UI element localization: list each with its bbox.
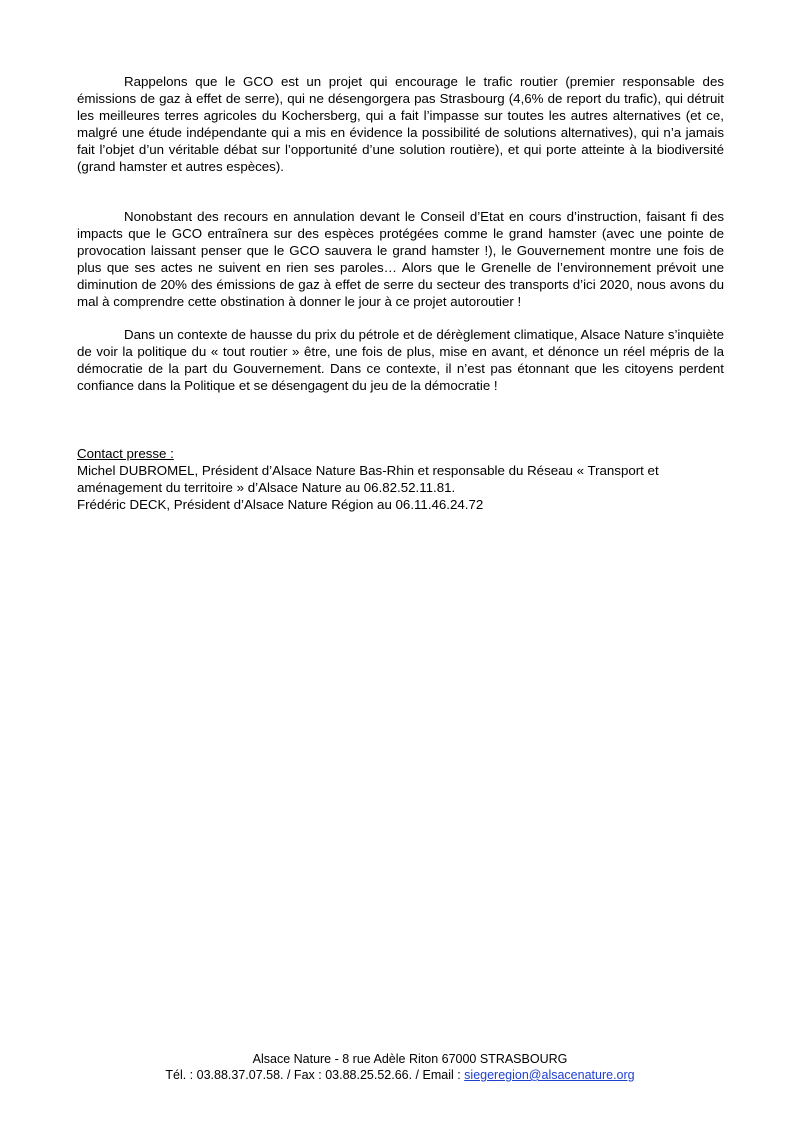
body-paragraph: Rappelons que le GCO est un projet qui encourage le trafic routier (premier responsable des émissions de gaz à effet de serre), qui ne désengorgera pas Strasbourg (4,6% de report du trafic), qui détruit les meilleures terres agricoles du Kochersberg, qui a fait l’impasse sur toutes les autres alternatives (et ce, malgré une étude indépendante qui a mis en évidence la possibilité de solutions alternatives), qui n’a jamais fait l’objet d’un véritable débat sur l’opportunité d’une solution routière), et qui porte atteinte à la biodiversité (grand hamster et autres espèces). — [77, 74, 724, 174]
body-paragraph-3-block — [77, 327, 724, 395]
footer-address: Alsace Nature - 8 rue Adèle Riton 67000 STRASBOURG — [252, 1052, 568, 1066]
contact-line: aménagement du territoire » d’Alsace Nature au 06.82.52.11.81. — [77, 479, 456, 495]
press-contact-block — [77, 446, 737, 514]
page-footer — [0, 1051, 800, 1083]
body-paragraph-2-block — [77, 209, 724, 310]
contact-heading: Contact presse : — [77, 446, 174, 461]
body-paragraph-1-block — [77, 74, 724, 175]
contact-line: Frédéric DECK, Président d’Alsace Nature Région au 06.11.46.24.72 — [77, 496, 484, 512]
contact-line: Michel DUBROMEL, Président d’Alsace Nature Bas-Rhin et responsable du Réseau « Transport et — [77, 462, 659, 478]
footer-contact-line — [0, 1067, 800, 1083]
email-link[interactable]: siegeregion@alsacenature.org — [464, 1068, 635, 1082]
footer-phones: Tél. : 03.88.37.07.58. / Fax : 03.88.25.52.66. / Email : — [165, 1068, 465, 1082]
body-paragraph: Nonobstant des recours en annulation devant le Conseil d’Etat en cours d’instruction, faisant fi des impacts que le GCO entraînera sur des espèces protégées comme le grand hamster (avec une pointe de provocation laissant penser que le GCO sauvera le grand hamster !), le Gouvernement montre une fois de plus que ses actes ne suivent en rien ses paroles… Alors que le Grenelle de l’environnement prévoit une diminution de 20% des émissions de gaz à effet de serre du secteur des transports d’ici 2020, nous avons du mal à comprendre cette obstination à donner le jour à ce projet autoroutier ! — [77, 209, 724, 309]
body-paragraph: Dans un contexte de hausse du prix du pétrole et de dérèglement climatique, Alsace Nature s’inquiète de voir la politique du « tout routier » être, une fois de plus, mise en avant, et dénonce un réel mépris de la démocratie de la part du Gouvernement. Dans ce contexte, il n’est pas étonnant que les citoyens perdent confiance dans la Politique et se désengagent du jeu de la démocratie ! — [77, 327, 724, 393]
